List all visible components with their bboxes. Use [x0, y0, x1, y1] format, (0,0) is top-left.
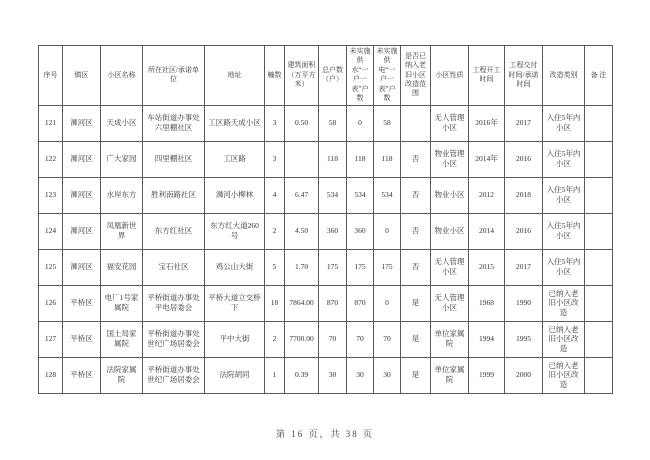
- table-header: [39, 46, 613, 106]
- table-cell: [585, 321, 613, 357]
- table-cell: 4: [265, 177, 285, 213]
- table-cell: [285, 141, 319, 177]
- table-cell: 3: [265, 105, 285, 141]
- table-cell: 7864.00: [285, 285, 319, 321]
- table-cell: 无人管理小区: [431, 105, 469, 141]
- table-cell: 1995: [505, 321, 543, 357]
- table-cell: 534: [347, 177, 374, 213]
- table-row: [39, 357, 613, 393]
- table-cell: 70: [319, 321, 347, 357]
- table-cell: 工区路天成小区: [205, 105, 265, 141]
- table-row: [39, 105, 613, 141]
- table-cell: 物业小区: [431, 177, 469, 213]
- table-cell: 国土局家属院: [101, 321, 143, 357]
- table-cell: 118: [374, 141, 401, 177]
- table-cell: [401, 105, 431, 141]
- table-cell: 118: [319, 141, 347, 177]
- table-cell: 360: [347, 213, 374, 249]
- table-cell: 2014年: [469, 141, 505, 177]
- page-number-footer: 第 16 页，共 38 页: [275, 429, 374, 439]
- table-header-cell: 小区性质: [431, 46, 469, 106]
- table-cell: 18: [265, 285, 285, 321]
- table-cell: 870: [319, 285, 347, 321]
- table-cell: [585, 357, 613, 393]
- table-header-cell: 工程开工时间: [469, 46, 505, 106]
- table-cell: 30: [374, 357, 401, 393]
- table-cell: 平桥区: [63, 321, 101, 357]
- table-cell: 无人管理小区: [431, 249, 469, 285]
- table-header-cell: 备 注: [585, 46, 613, 106]
- table-cell: [585, 249, 613, 285]
- communities-table: [38, 45, 613, 394]
- table-cell: 物业小区: [431, 213, 469, 249]
- table-header-cell: 小区名称: [101, 46, 143, 106]
- table-cell: 1999: [469, 357, 505, 393]
- table-cell: 物业管理小区: [431, 141, 469, 177]
- table-cell: 无人管理小区: [431, 285, 469, 321]
- table-cell: 工区路: [205, 141, 265, 177]
- table-cell: 121: [39, 105, 63, 141]
- table-cell: 电厂1号家属院: [101, 285, 143, 321]
- table-cell: 否: [401, 249, 431, 285]
- table-cell: 天成小区: [101, 105, 143, 141]
- table-cell: 浉河区: [63, 105, 101, 141]
- table-cell: 2012: [469, 177, 505, 213]
- table-cell: 175: [374, 249, 401, 285]
- table-cell: 124: [39, 213, 63, 249]
- table-cell: 4.50: [285, 213, 319, 249]
- table-cell: 2017: [505, 105, 543, 141]
- table-cell: 175: [319, 249, 347, 285]
- table-cell: 70: [347, 321, 374, 357]
- table-cell: 0: [347, 105, 374, 141]
- table-cell: 870: [347, 285, 374, 321]
- table-cell: 否: [401, 141, 431, 177]
- table-cell: 2000: [505, 357, 543, 393]
- table-cell: 0.50: [285, 105, 319, 141]
- table-header-cell: 幢数: [265, 46, 285, 106]
- table-cell: 否: [401, 213, 431, 249]
- table-cell: 2016年: [469, 105, 505, 141]
- table-cell: 2016: [505, 141, 543, 177]
- table-cell: 5: [265, 249, 285, 285]
- table-cell: 126: [39, 285, 63, 321]
- table-cell: 四里棚社区: [143, 141, 205, 177]
- table-cell: 2018: [505, 177, 543, 213]
- table-row: [39, 177, 613, 213]
- table-cell: [585, 105, 613, 141]
- table-cell: 东方红社区: [143, 213, 205, 249]
- table-cell: 平桥街道办事处平电居委会: [143, 285, 205, 321]
- table-cell: 534: [374, 177, 401, 213]
- table-row: [39, 321, 613, 357]
- table-header-cell: 改造类别: [543, 46, 585, 106]
- table-cell: 单位家属院: [431, 357, 469, 393]
- table-cell: 1: [265, 357, 285, 393]
- table-cell: 是: [401, 357, 431, 393]
- table-cell: 已纳入老旧小区改造: [543, 357, 585, 393]
- table-cell: [585, 141, 613, 177]
- table-cell: 是: [401, 285, 431, 321]
- table-header-cell: 序号: [39, 46, 63, 106]
- table-cell: 已纳入老旧小区改造: [543, 321, 585, 357]
- table-cell: 30: [347, 357, 374, 393]
- table-cell: 法院胡同: [205, 357, 265, 393]
- table-cell: 是: [401, 321, 431, 357]
- table-cell: 127: [39, 321, 63, 357]
- table-cell: [585, 177, 613, 213]
- table-cell: 2014: [469, 213, 505, 249]
- table-cell: 平桥区: [63, 357, 101, 393]
- table-cell: 123: [39, 177, 63, 213]
- table-header-cell: 总户数（户）: [319, 46, 347, 106]
- table-cell: 已纳入老旧小区改造: [543, 285, 585, 321]
- table-cell: 0.39: [285, 357, 319, 393]
- table-cell: 360: [319, 213, 347, 249]
- table-cell: 118: [347, 141, 374, 177]
- table-cell: 车站街道办事处六里棚社区: [143, 105, 205, 141]
- table-cell: 128: [39, 357, 63, 393]
- table-header-cell: 镇区: [63, 46, 101, 106]
- table-cell: 125: [39, 249, 63, 285]
- table-cell: 浉河区: [63, 141, 101, 177]
- table-cell: 2016: [505, 213, 543, 249]
- table-cell: 0: [374, 213, 401, 249]
- table-header-cell: 是否已纳入老旧小区改造范围: [401, 46, 431, 106]
- table-header-cell: 所在社区/承诺单位: [143, 46, 205, 106]
- table-cell: 入住5年内小区: [543, 213, 585, 249]
- table-cell: 浉河小柳林: [205, 177, 265, 213]
- table-header-cell: 建筑面积（万平方米）: [285, 46, 319, 106]
- table-cell: 70: [374, 321, 401, 357]
- table-header-cell: 工程交付时间/承诺时间: [505, 46, 543, 106]
- table-cell: 1968: [469, 285, 505, 321]
- table-cell: 58: [319, 105, 347, 141]
- table-row: [39, 249, 613, 285]
- table-cell: 1990: [505, 285, 543, 321]
- table-cell: 胜利南路社区: [143, 177, 205, 213]
- table-cell: 平桥街道办事处世纪广场居委会: [143, 321, 205, 357]
- table-cell: 2017: [505, 249, 543, 285]
- table-cell: 30: [319, 357, 347, 393]
- table-cell: 2: [265, 213, 285, 249]
- table-cell: 入住5年内小区: [543, 141, 585, 177]
- table-cell: 入住5年内小区: [543, 177, 585, 213]
- table-cell: 175: [347, 249, 374, 285]
- table-header-cell: 未实施供电“一户一表”户数: [374, 46, 401, 106]
- table-cell: 广大家园: [101, 141, 143, 177]
- table-cell: 平中大街: [205, 321, 265, 357]
- table-cell: 平桥街道办事处世纪广场居委会: [143, 357, 205, 393]
- table-cell: 2: [265, 321, 285, 357]
- table-cell: [585, 213, 613, 249]
- table-header-cell: 地址: [205, 46, 265, 106]
- table-cell: 1994: [469, 321, 505, 357]
- table-cell: 凤凰新世界: [101, 213, 143, 249]
- table-cell: 6.47: [285, 177, 319, 213]
- table-cell: 平桥大道立交桥下: [205, 285, 265, 321]
- table-cell: 浉河区: [63, 177, 101, 213]
- table-cell: 入住5年内小区: [543, 249, 585, 285]
- table-cell: 水岸东方: [101, 177, 143, 213]
- table-cell: 534: [319, 177, 347, 213]
- table-cell: 1.70: [285, 249, 319, 285]
- table-cell: 122: [39, 141, 63, 177]
- table-cell: 浉河区: [63, 249, 101, 285]
- table-row: [39, 213, 613, 249]
- table-header-row: [39, 46, 613, 106]
- table-cell: 法院家属院: [101, 357, 143, 393]
- table-cell: 鸡公山大街: [205, 249, 265, 285]
- table-cell: 入住5年内小区: [543, 105, 585, 141]
- table-cell: 2015: [469, 249, 505, 285]
- table-cell: 平桥区: [63, 285, 101, 321]
- table-row: [39, 141, 613, 177]
- table-row: [39, 285, 613, 321]
- table-cell: 宝石社区: [143, 249, 205, 285]
- table-cell: [585, 285, 613, 321]
- table-cell: 单位家属院: [431, 321, 469, 357]
- table-cell: 7700.00: [285, 321, 319, 357]
- table-cell: 0: [374, 285, 401, 321]
- table-cell: 否: [401, 177, 431, 213]
- table-cell: 福安花园: [101, 249, 143, 285]
- table-header-cell: 未实施供水“一户一表”户数: [347, 46, 374, 106]
- table-cell: 3: [265, 141, 285, 177]
- table-body: [39, 105, 613, 393]
- table-cell: 浉河区: [63, 213, 101, 249]
- table-cell: 东方红大道260号: [205, 213, 265, 249]
- table-cell: 58: [374, 105, 401, 141]
